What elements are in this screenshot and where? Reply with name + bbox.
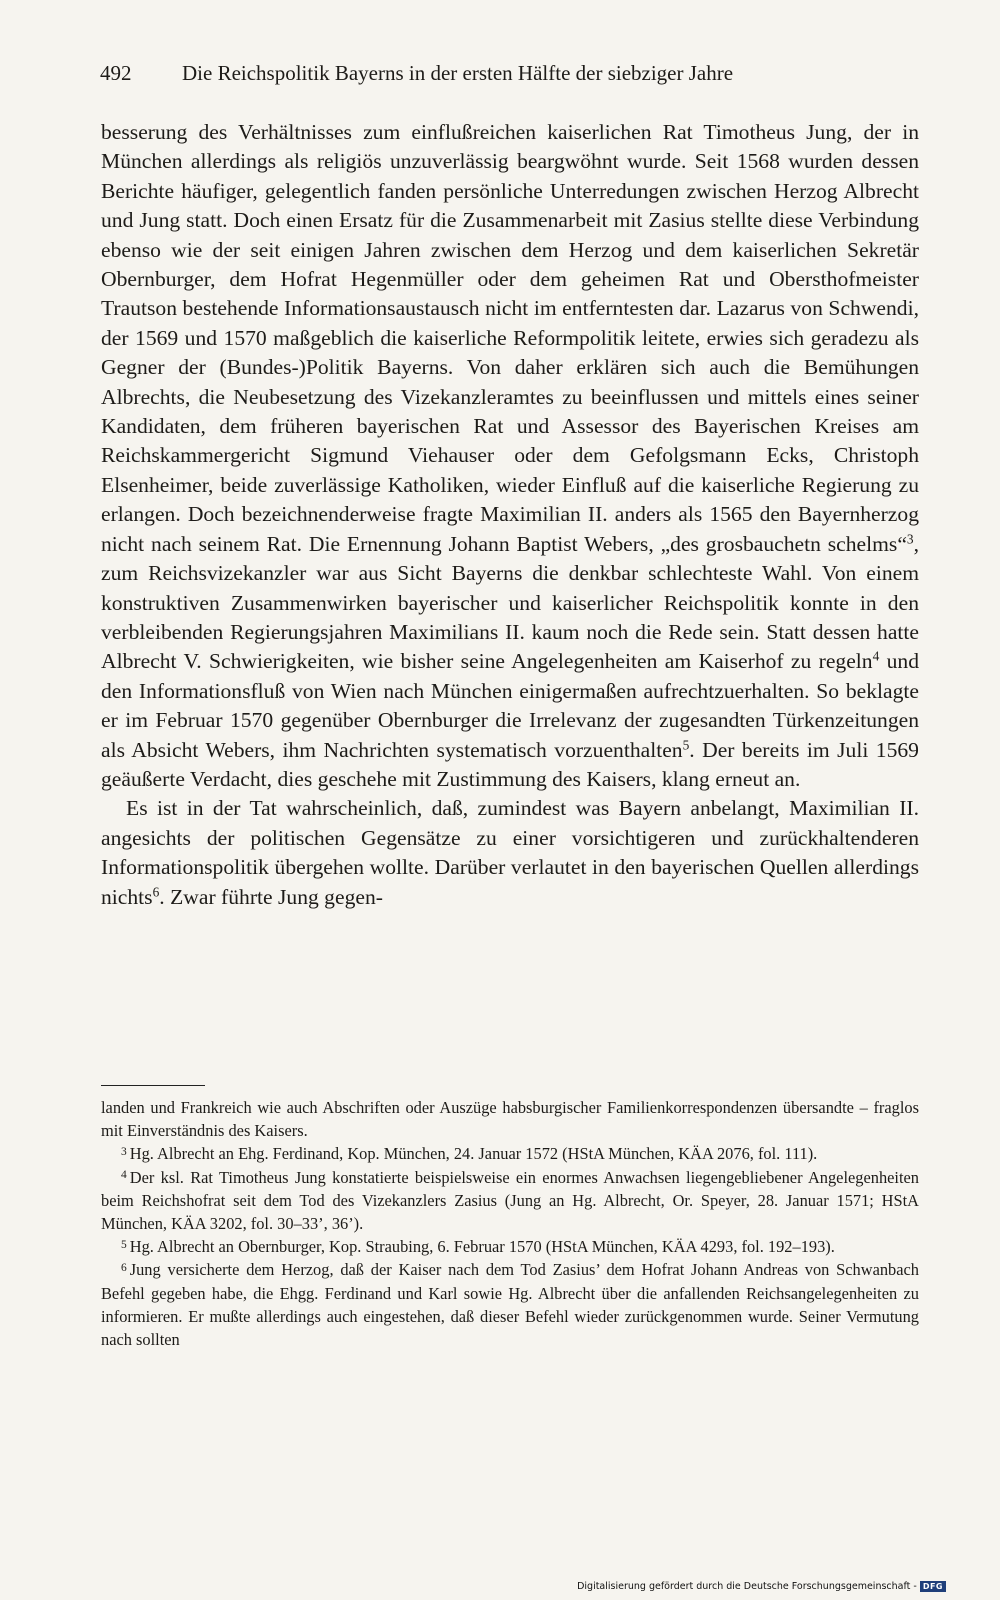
text-run: Es ist in der Tat wahrscheinlich, daß, zumindest was Bayern anbelangt, Maximilian II. angesichts der politischen Gegensätze zu einer vorsichtigeren und zurückhaltenderen Informationspolitik übergehen wollte. Darüber verlautet in den bayerischen Quellen allerdings nichts (101, 796, 919, 909)
dfg-logo-icon: DFG (920, 1581, 946, 1592)
running-title: Die Reichspolitik Bayerns in der ersten Hälfte der siebziger Jahre (182, 61, 734, 85)
footnote-text: Hg. Albrecht an Ehg. Ferdinand, Kop. München, 24. Januar 1572 (HStA München, KÄA 2076, fol. 111). (129, 1144, 818, 1164)
footnote-mark: 6 (121, 1261, 127, 1274)
text-run: . Zwar führte Jung gegen- (159, 884, 383, 909)
footnote-5 (101, 1235, 919, 1258)
credit-text: Digitalisierung gefördert durch die Deutsche Forschungsgemeinschaft - (577, 1581, 917, 1592)
footnote-ref-6: 6 (152, 884, 160, 900)
footnote-ref-3: 3 (906, 531, 914, 547)
footnote-mark: 4 (121, 1169, 127, 1182)
text-run: und den Informationsfluß von Wien nach München einigermaßen aufrechtzuerhalten. So beklagte er im Februar 1570 gegenüber Obernburger die Irrelevanz der zugesandten Türkenzeitungen als Absicht Webers, ihm Nachrichten systematisch vorzuenthalten (101, 649, 919, 762)
text-run: , zum Reichsvizekanzler war aus Sicht Bayerns die denkbar schlechteste Wahl. Von einem konstruktiven Zusammenwirken bayerischer und kaiserlicher Reichspolitik konnte in den verbleibenden Regierungsjahren Maximilians II. kaum noch die Rede sein. Statt dessen hatte Albrecht V. Schwierigkeiten, wie bisher seine Angelegenheiten am Kaiserhof zu regeln (101, 531, 919, 674)
main-text (101, 118, 919, 912)
footnote-divider (101, 1085, 205, 1086)
footnote-6 (101, 1258, 919, 1351)
footnote-ref-4: 4 (872, 648, 880, 664)
digitization-credit (577, 1581, 946, 1592)
text-run: besserung des Verhältnisses zum einflußreichen kaiserlichen Rat Timotheus Jung, der in München allerdings als religiös unzuverlässig beargwöhnt wurde. Seit 1568 wurden dessen Berichte häufiger, gelegentlich fanden persönliche Unterredungen zwischen Herzog Albrecht und Jung statt. Doch einen Ersatz für die Zusammenarbeit mit Zasius stellte diese Verbindung ebenso wie der seit einigen Jahren zwischen dem Herzog und dem kaiserlichen Sekretär Obernburger, dem Hofrat Hegenmüller oder dem geheimen Rat und Obersthofmeister Trautson bestehende Informationsaustausch nicht im entferntesten dar. Lazarus von Schwendi, der 1569 und 1570 maßgeblich die kaiserliche Reformpolitik leitete, erwies sich geradezu als Gegner der (Bundes-)Politik Bayerns. Von daher erklären sich auch die Bemühungen Albrechts, die Neubesetzung des Vizekanzleramtes zu beeinflussen und mittels eines seiner Kandidaten, dem früheren bayerischen Rat und Assessor des Bayerischen Kreises am Reichskammergericht Sigmund Viehauser oder dem Gefolgsmann Ecks, Christoph Elsenheimer, beide zuverlässige Katholiken, wieder Einfluß auf die kaiserliche Regierung zu erlangen. Doch bezeichnenderweise fragte Maximilian II. anders als 1565 den Bayernherzog nicht nach seinem Rat. Die Ernennung Johann Baptist Webers, „des grosbauchetn schelms“ (101, 120, 919, 556)
footnotes (101, 1096, 919, 1351)
footnote-mark: 5 (121, 1238, 127, 1251)
footnote-ref-5: 5 (682, 737, 690, 753)
footnote-3 (101, 1142, 919, 1165)
text-run: . Der bereits im Juli 1569 geäußerte Verdacht, dies geschehe mit Zustimmung des Kaisers, klang erneut an. (101, 737, 919, 791)
running-header (100, 58, 920, 88)
page-number: 492 (100, 61, 132, 85)
paragraph (101, 118, 919, 794)
footnote-text: Hg. Albrecht an Obernburger, Kop. Straubing, 6. Februar 1570 (HStA München, KÄA 4293, fol. 192–193). (129, 1237, 835, 1257)
footnote-4 (101, 1166, 919, 1236)
footnote-continuation: landen und Frankreich wie auch Abschriften oder Auszüge habsburgischer Familienkorrespondenzen übersandte – fraglos mit Einverständnis des Kaisers. (101, 1098, 919, 1141)
footnote-text: Jung versicherte dem Herzog, daß der Kaiser nach dem Tod Zasius’ dem Hofrat Johann Andreas von Schwanbach Befehl gegeben habe, die Ehgg. Ferdinand und Karl sowie Hg. Albrecht über die anfallenden Reichsangelegenheiten zu informieren. Er mußte allerdings auch eingestehen, daß dieser Befehl wieder zurückgenommen wurde. Seiner Vermutung nach sollten (101, 1260, 919, 1350)
footnote-text: Der ksl. Rat Timotheus Jung konstatierte beispielsweise ein enormes Anwachsen liegengebliebener Angelegenheiten beim Reichshofrat seit dem Tod des Vizekanzlers Zasius (Jung an Hg. Albrecht, Or. Speyer, 28. Januar 1571; HStA München, KÄA 3202, fol. 30–33’, 36’). (101, 1167, 919, 1234)
footnote-mark: 3 (121, 1145, 127, 1158)
paragraph (101, 794, 919, 912)
